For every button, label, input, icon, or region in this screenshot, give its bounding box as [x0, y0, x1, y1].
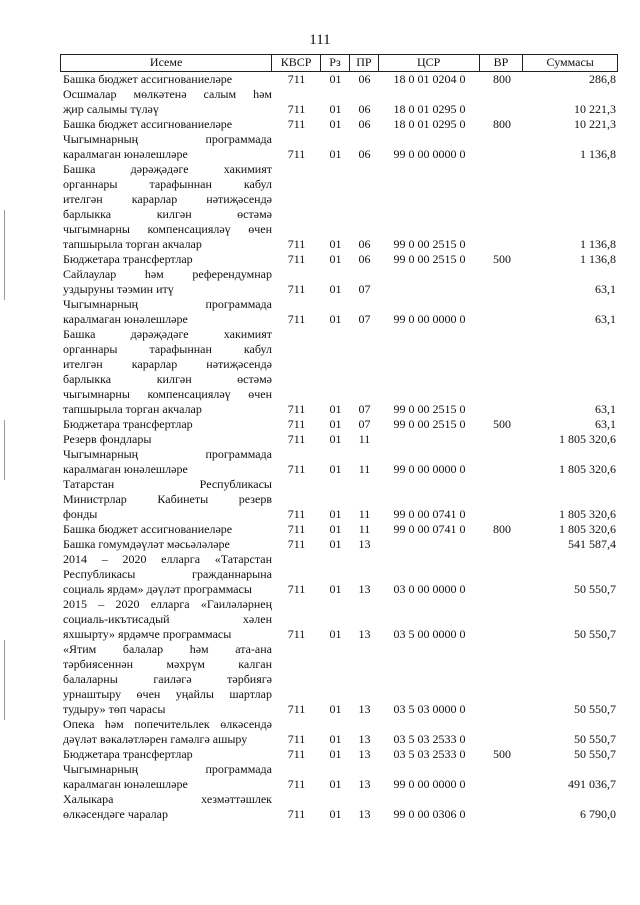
row-rz: 01	[329, 537, 342, 551]
row-rz: 01	[329, 807, 342, 821]
row-pr: 11	[358, 522, 371, 536]
row-name-line: социаль ярдәм» дәүләт программасы	[63, 582, 252, 596]
row-pr: 13	[358, 702, 371, 716]
table-row	[60, 477, 618, 522]
row-name-line: барлыкка килгән өстәмә	[63, 372, 272, 386]
row-rz: 01	[329, 402, 342, 416]
row-sum: 50 550,7	[574, 702, 616, 716]
row-kvsr: 711	[287, 462, 306, 476]
row-pr: 06	[358, 147, 371, 161]
page-number: 111	[309, 32, 331, 48]
row-csr: 18 0 01 0204 0	[393, 72, 466, 86]
row-rz: 01	[329, 102, 342, 116]
row-name-line: каралмаган юнәлешләре	[63, 777, 188, 791]
row-name	[60, 267, 272, 297]
row-pr: 07	[358, 402, 371, 416]
row-name	[60, 792, 272, 822]
row-csr: 99 0 00 0000 0	[393, 462, 466, 476]
row-name-line: Опека һәм попечительлек өлкәсендә	[63, 717, 272, 731]
row-csr: 99 0 00 2515 0	[393, 252, 466, 266]
row-rz: 01	[329, 627, 342, 641]
row-pr: 06	[358, 117, 371, 131]
row-rz: 01	[329, 582, 342, 596]
row-name-line: тапшырыла торган акчалар	[63, 237, 202, 251]
row-kvsr: 711	[287, 537, 306, 551]
row-rz: 01	[329, 732, 342, 746]
scan-edge-mark	[4, 420, 5, 480]
row-rz: 01	[329, 282, 342, 296]
header-pr: ПР	[350, 55, 379, 71]
row-sum: 63,1	[595, 402, 616, 416]
row-sum: 1 805 320,6	[559, 522, 616, 536]
row-name-line: Татарстан Республикасы	[63, 477, 272, 491]
row-kvsr: 711	[287, 432, 306, 446]
budget-table	[60, 54, 618, 822]
row-name-line: чыгымнарны компенсацияләү өчен	[63, 387, 272, 401]
row-name-line: Башка гомумдәүләт мәсьәләләре	[63, 537, 230, 551]
row-name-line: җир салымы түләү	[63, 102, 159, 116]
row-rz: 01	[329, 237, 342, 251]
row-name-line: 2014 – 2020 елларга «Татарстан	[63, 552, 272, 566]
row-name-line: каралмаган юнәлешләре	[63, 312, 188, 326]
row-csr: 18 0 01 0295 0	[393, 102, 466, 116]
row-vr: 500	[493, 252, 511, 266]
row-name-line: ителгән карарлар нәтиҗәсендә	[63, 357, 272, 371]
row-name-line: Башка бюджет ассигнованиеләре	[63, 72, 233, 86]
row-rz: 01	[329, 462, 342, 476]
row-name-line: дәүләт вәкаләтләрен гамәлгә ашыру	[63, 732, 248, 746]
row-rz: 01	[329, 117, 342, 131]
header-csr: ЦСР	[379, 55, 480, 71]
row-sum: 50 550,7	[574, 747, 616, 761]
row-name	[60, 537, 272, 552]
row-rz: 01	[329, 312, 342, 326]
row-name	[60, 642, 272, 717]
row-pr: 11	[358, 462, 371, 476]
row-sum: 1 805 320,6	[559, 507, 616, 521]
row-name-line: Осшмалар мөлкәтенә салым һәм	[63, 87, 272, 101]
row-sum: 63,1	[595, 312, 616, 326]
row-sum: 1 136,8	[580, 237, 616, 251]
row-kvsr: 711	[287, 522, 306, 536]
row-pr: 06	[358, 102, 371, 116]
row-pr: 13	[358, 537, 371, 551]
header-rz: Рз	[321, 55, 350, 71]
row-kvsr: 711	[287, 807, 306, 821]
row-name-line: чыгымнарны компенсацияләү өчен	[63, 222, 272, 236]
row-rz: 01	[329, 432, 342, 446]
row-csr: 99 0 00 0741 0	[393, 522, 466, 536]
row-csr: 99 0 00 2515 0	[393, 402, 466, 416]
table-row	[60, 132, 618, 162]
row-name	[60, 432, 272, 447]
row-csr: 18 0 01 0295 0	[393, 117, 466, 131]
row-csr: 99 0 00 2515 0	[393, 417, 466, 431]
row-pr: 13	[358, 777, 371, 791]
row-name	[60, 117, 272, 132]
table-row	[60, 297, 618, 327]
row-name	[60, 447, 272, 477]
row-name-line: Башка бюджет ассигнованиеләре	[63, 522, 233, 536]
row-kvsr: 711	[287, 777, 306, 791]
row-sum: 541 587,4	[568, 537, 616, 551]
row-sum: 1 136,8	[580, 252, 616, 266]
row-sum: 6 790,0	[580, 807, 616, 821]
row-csr: 03 5 00 0000 0	[393, 627, 466, 641]
row-name	[60, 417, 272, 432]
row-name	[60, 717, 272, 747]
row-pr: 07	[358, 417, 371, 431]
row-name	[60, 87, 272, 117]
row-csr: 99 0 00 0741 0	[393, 507, 466, 521]
row-name-line: Башка дәрәҗәдәге хакимият	[63, 327, 272, 341]
row-kvsr: 711	[287, 72, 306, 86]
table-row	[60, 267, 618, 297]
row-kvsr: 711	[287, 102, 306, 116]
row-csr: 03 5 03 2533 0	[393, 747, 466, 761]
row-name-line: барлыкка килгән өстәмә	[63, 207, 272, 221]
table-row	[60, 762, 618, 792]
table-row	[60, 597, 618, 642]
row-kvsr: 711	[287, 402, 306, 416]
table-row	[60, 552, 618, 597]
row-name	[60, 297, 272, 327]
row-kvsr: 711	[287, 282, 306, 296]
row-kvsr: 711	[287, 417, 306, 431]
row-name	[60, 327, 272, 417]
table-row	[60, 792, 618, 822]
row-name-line: Халыкара хезмәттәшлек	[63, 792, 272, 806]
row-pr: 13	[358, 747, 371, 761]
row-vr: 800	[493, 117, 511, 131]
row-pr: 07	[358, 312, 371, 326]
row-vr: 800	[493, 72, 511, 86]
row-sum: 63,1	[595, 417, 616, 431]
row-rz: 01	[329, 147, 342, 161]
table-row	[60, 642, 618, 717]
row-sum: 50 550,7	[574, 627, 616, 641]
row-pr: 06	[358, 237, 371, 251]
header-kvsr: КВСР	[272, 55, 321, 71]
row-kvsr: 711	[287, 237, 306, 251]
row-name	[60, 552, 272, 597]
row-name-line: органнары тарафыннан кабул	[63, 342, 272, 356]
row-pr: 06	[358, 252, 371, 266]
table-row	[60, 417, 618, 432]
table-row	[60, 447, 618, 477]
row-kvsr: 711	[287, 252, 306, 266]
row-rz: 01	[329, 507, 342, 521]
header-vr: ВР	[480, 55, 524, 71]
row-csr: 99 0 00 2515 0	[393, 237, 466, 251]
row-pr: 13	[358, 627, 371, 641]
table-row	[60, 717, 618, 747]
table-row	[60, 87, 618, 117]
row-name-line: урнаштыру өчен уңайлы шартлар	[63, 687, 272, 701]
row-name	[60, 132, 272, 162]
table-row	[60, 327, 618, 417]
row-name-line: Чыгымнарның программада	[63, 132, 272, 146]
row-name-line: Чыгымнарның программада	[63, 762, 272, 776]
row-name-line: Чыгымнарның программада	[63, 447, 272, 461]
row-name-line: яхшырту» ярдәмче программасы	[63, 627, 232, 641]
row-name-line: тәрбиясеннән мәхрүм калган	[63, 657, 272, 671]
row-csr: 99 0 00 0000 0	[393, 147, 466, 161]
table-header	[60, 54, 618, 72]
row-kvsr: 711	[287, 582, 306, 596]
row-name	[60, 747, 272, 762]
row-csr: 03 5 03 2533 0	[393, 732, 466, 746]
row-name-line: Бюджетара трансфертлар	[63, 747, 193, 761]
row-name-line: Резерв фондлары	[63, 432, 152, 446]
table-body	[60, 72, 618, 822]
row-rz: 01	[329, 417, 342, 431]
row-rz: 01	[329, 702, 342, 716]
row-sum: 1 136,8	[580, 147, 616, 161]
row-kvsr: 711	[287, 507, 306, 521]
row-name-line: фонды	[63, 507, 98, 521]
row-name-line: балаларны гаиләгә тәрбиягә	[63, 672, 272, 686]
row-pr: 13	[358, 807, 371, 821]
row-sum: 50 550,7	[574, 732, 616, 746]
table-row	[60, 432, 618, 447]
header-sum: Суммасы	[546, 55, 594, 69]
row-csr: 99 0 00 0000 0	[393, 312, 466, 326]
row-name-line: 2015 – 2020 елларга «Гаиләләрнең	[63, 597, 272, 611]
row-pr: 06	[358, 72, 371, 86]
table-row	[60, 162, 618, 252]
row-name	[60, 597, 272, 642]
row-kvsr: 711	[287, 147, 306, 161]
row-name	[60, 477, 272, 522]
row-pr: 11	[358, 507, 371, 521]
row-name	[60, 72, 272, 87]
table-row	[60, 747, 618, 762]
row-name	[60, 522, 272, 537]
row-name-line: тапшырыла торган акчалар	[63, 402, 202, 416]
row-name	[60, 252, 272, 267]
row-name-line: органнары тарафыннан кабул	[63, 177, 272, 191]
row-kvsr: 711	[287, 312, 306, 326]
row-vr: 500	[493, 747, 511, 761]
row-name	[60, 762, 272, 792]
row-name-line: Республикасы гражданнарына	[63, 567, 272, 581]
table-row	[60, 117, 618, 132]
row-sum: 491 036,7	[568, 777, 616, 791]
row-rz: 01	[329, 522, 342, 536]
scan-edge-mark	[4, 640, 5, 720]
row-sum: 1 805 320,6	[559, 462, 616, 476]
row-sum: 63,1	[595, 282, 616, 296]
row-kvsr: 711	[287, 117, 306, 131]
row-rz: 01	[329, 252, 342, 266]
row-name-line: каралмаган юнәлешләре	[63, 147, 188, 161]
table-row	[60, 522, 618, 537]
row-csr: 03 0 00 0000 0	[393, 582, 466, 596]
row-name-line: Башка бюджет ассигнованиеләре	[63, 117, 233, 131]
row-sum: 1 805 320,6	[559, 432, 616, 446]
row-sum: 10 221,3	[574, 117, 616, 131]
row-pr: 07	[358, 282, 371, 296]
table-row	[60, 537, 618, 552]
table-row	[60, 252, 618, 267]
row-kvsr: 711	[287, 702, 306, 716]
scan-edge-mark	[4, 210, 5, 300]
row-name-line: Бюджетара трансфертлар	[63, 417, 193, 431]
row-name-line: уздыруны тәэмин итү	[63, 282, 174, 296]
row-name-line: тудыру» төп чарасы	[63, 702, 166, 716]
row-rz: 01	[329, 777, 342, 791]
row-name-line: өлкәсендәге чаралар	[63, 807, 168, 821]
row-rz: 01	[329, 747, 342, 761]
row-pr: 13	[358, 732, 371, 746]
row-name-line: Сайлаулар һәм референдумнар	[63, 267, 272, 281]
row-rz: 01	[329, 72, 342, 86]
row-kvsr: 711	[287, 627, 306, 641]
row-csr: 99 0 00 0000 0	[393, 777, 466, 791]
row-vr: 500	[493, 417, 511, 431]
row-name-line: Чыгымнарның программада	[63, 297, 272, 311]
row-kvsr: 711	[287, 747, 306, 761]
row-name	[60, 162, 272, 252]
row-name-line: социаль-икътисадый хәлен	[63, 612, 272, 626]
row-pr: 11	[358, 432, 371, 446]
row-sum: 50 550,7	[574, 582, 616, 596]
row-name-line: «Ятим балалар һәм ата-ана	[63, 642, 272, 656]
row-name-line: каралмаган юнәлешләре	[63, 462, 188, 476]
row-csr: 03 5 03 0000 0	[393, 702, 466, 716]
row-vr: 800	[493, 522, 511, 536]
row-name-line: Бюджетара трансфертлар	[63, 252, 193, 266]
row-csr: 99 0 00 0306 0	[393, 807, 466, 821]
row-sum: 10 221,3	[574, 102, 616, 116]
row-sum: 286,8	[589, 72, 616, 86]
row-name-line: Министрлар Кабинеты резерв	[63, 492, 272, 506]
row-name-line: ителгән карарлар нәтиҗәсендә	[63, 192, 272, 206]
header-name: Исеме	[61, 55, 272, 71]
table-row	[60, 72, 618, 87]
row-name-line: Башка дәрәҗәдәге хакимият	[63, 162, 272, 176]
row-pr: 13	[358, 582, 371, 596]
row-kvsr: 711	[287, 732, 306, 746]
